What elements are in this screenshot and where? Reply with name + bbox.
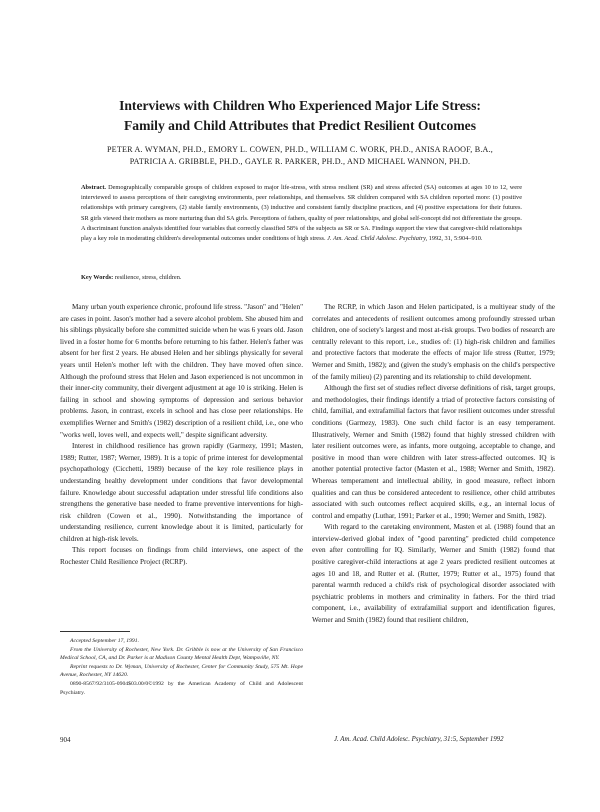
body-column-left xyxy=(60,302,303,569)
article-title xyxy=(40,96,560,136)
keywords-text: resilience, stress, children. xyxy=(114,274,182,281)
abstract-citation-tail: 1992, 31, 5:904–910. xyxy=(428,235,483,243)
abstract xyxy=(81,183,522,244)
author-list xyxy=(40,144,560,168)
paragraph: This report focuses on findings from child interviews, one aspect of the Rochester Child Resilience Project (RCRP). xyxy=(60,546,303,567)
abstract-label: Abstract. xyxy=(81,184,107,191)
copyright-note: 0890-8567/92/3105-0904$03.00/0©1992 by the American Academy of Child and Adolescent Psychiatry. xyxy=(60,680,303,696)
affiliation-note: From the University of Rochester, New York. Dr. Gribble is now at the University of San Francisco Medical School, CA, and Dr. Parker is at Madison County Mental Health Dept, Wampsville, NY. xyxy=(60,646,303,662)
page-number: 904 xyxy=(60,736,71,744)
author-line-1: PETER A. WYMAN, PH.D., EMORY L. COWEN, PH.D., WILLIAM C. WORK, PH.D., ANISA RAOOF, B.A., xyxy=(106,145,494,154)
footnotes xyxy=(60,637,303,697)
abstract-citation: J. Am. Acad. Child Adolesc. Psychiatry, xyxy=(327,235,428,243)
article-title-line-2: Family and Child Attributes that Predict Resilient Outcomes xyxy=(123,118,477,133)
paragraph: Interest in childhood resilience has grown rapidly (Garmezy, 1991; Masten, 1989; Rutter, 1987; Werner, 1989). It is a topic of prime interest for developmental psychopathology (Cicchetti, 1989) because of the key role resilience plays in understanding healthy development under conditions that favor developmental failure. Knowledge about successful adaptation under stressful life conditions also strengthens the generative base needed to frame preventive interventions for high-risk children (Cowen et al., 1990). Notwithstanding the importance of understanding resilience, current knowledge about it is limited, particularly for children at high-risk levels. xyxy=(60,442,303,543)
keywords xyxy=(81,273,522,283)
reprint-note: Reprint requests to Dr. Wyman, University of Rochester, Center for Community Study, 575 Mt. Hope Avenue, Rochester, NY 14620. xyxy=(60,663,303,679)
author-line-2: PATRICIA A. GRIBBLE, PH.D., GAYLE R. PARKER, PH.D., AND MICHAEL WANNON, PH.D. xyxy=(129,157,471,166)
footnote-divider xyxy=(60,631,130,632)
keywords-label: Key Words: xyxy=(81,274,114,281)
article-title-line-1: Interviews with Children Who Experienced Major Life Stress: xyxy=(119,98,481,113)
journal-footer: J. Am. Acad. Child Adolesc. Psychiatry, 31:5, September 1992 xyxy=(334,736,504,743)
body-column-right xyxy=(312,302,555,627)
paragraph: Many urban youth experience chronic, profound life stress. "Jason" and "Helen" are cases in point. Jason's mother had a severe alcohol problem. She abused him and his siblings physically before she committed suicide when he was 6 years old. Jason lived in a foster home for 6 months before returning to his father. Helen's father was absent for her first 2 years. He abused Helen and her siblings physically for several years until Helen's mother left with the children. They have moved often since. Although the profound stress that Helen and Jason experienced is not uncommon in their inner-city community, their divergent adjustment at age 10 is striking. Helen is failing in school and showing symptoms of depression and serious behavior problems. Jason, in contrast, excels in school and has close peer relationships. He exemplifies Werner and Smith's (1982) description of a resilient child, i.e., one who "works well, loves well, and expects well," despite significant adversity. xyxy=(60,303,303,439)
paragraph: Although the first set of studies reflect diverse definitions of risk, target groups, and methodologies, their findings identify a triad of protective factors consisting of child, familial, and extrafamilial factors that favor resilient outcomes under stressful conditions (Garmezy, 1983). One such child factor is an easy temperament. Illustratively, Werner and Smith (1982) found that highly stressed children with later resilient outcomes were, as infants, more outgoing, acceptable to change, and positive in mood than were children with later stress-affected outcomes. IQ is another potential protective factor (Masten et al., 1988; Werner and Smith, 1982). Whereas temperament and intellectual ability, in good measure, reflect inborn qualities and can thus be considered antecedent to resilience, other child attributes associated with such outcomes reflect acquired skills, e.g., an internal locus of control and empathy (Luthar, 1991; Parker et al., 1990; Werner and Smith, 1982). xyxy=(312,384,555,520)
paragraph: The RCRP, in which Jason and Helen participated, is a multiyear study of the correlates and antecedents of resilient outcomes among profoundly stressed urban children, one of society's largest and most at-risk groups. Two bodies of research are centrally relevant to this report, i.e., studies of: (1) high-risk children and families and protective factors that moderate the effects of major life stress (Rutter, 1979; Werner and Smith, 1982); and (given the study's emphasis on the child's perspective of the family milieu) (2) parenting and its relationship to child development. xyxy=(312,303,555,381)
abstract-text: Demographically comparable groups of children exposed to major life-stress, with stress resilient (SR) and stress affected (SA) outcomes at ages 10 to 12, were interviewed to assess perceptions of their caregiving environments, peer relationships, and themselves. SR children compared with SA children reported more: (1) positive relationships with primary caregivers, (2) stable family environments, (3) inductive and consistent family discipline practices, and (4) positive expectations for their futures. SR girls viewed their mothers as more nurturing than did SA girls. Perceptions of fathers, quality of peer relationships, and global self-concept did not differentiate the groups. A discriminant function analysis identified four variables that correctly classified 58% of the subjects as SR or SA. Findings support the view that caregiver-child relationships play a key role in moderating children's developmental outcomes under conditions of high stress. xyxy=(81,184,522,243)
accepted-date: Accepted September 17, 1991. xyxy=(70,638,140,644)
paragraph: With regard to the caretaking environment, Masten et al. (1988) found that an interview-derived global index of "good parenting" predicted child competence even after controlling for IQ. Similarly, Werner and Smith (1982) found that positive caregiver-child interactions at age 2 years predicted resilient outcomes at ages 10 and 18, and Rutter et al. (Rutter, 1979; Rutter et al., 1975) found that parental warmth reduced a child's risk of psychological disorder associated with psychiatric problems in mothers and criminality in fathers. For the third triad component, i.e., availability of extrafamilial support and identification figures, Werner and Smith (1982) found that resilient children, xyxy=(312,523,555,625)
